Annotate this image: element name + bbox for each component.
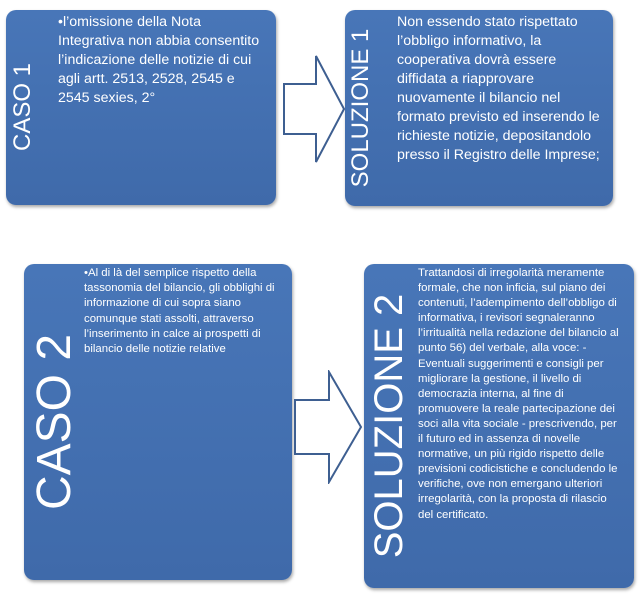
case-2-label: CASO 2 [28,333,81,511]
case-1-box [6,10,276,205]
case-2-box [24,264,292,580]
case-2-text: •Al di là del semplice rispetto della tassonomia del bilancio, gli obblighi di informazione di cui sopra siano comunque stati assolti, attraverso l’inserimento in calce ai prospetti di bilancio delle notizie relative [84,267,275,356]
case-1-text: •l’omissione della Nota Integrativa non abbia consentito l’indicazione delle notizie di cui agli artt. 2513, 2528, 2545 e 2545 sexies, 2° [58,14,260,106]
solution-1-label: SOLUZIONE 1 [347,28,374,188]
solution-1-box [345,10,613,206]
arrow-right-1 [282,54,346,164]
solution-2-box [364,264,634,588]
arrow-right-2 [293,370,363,484]
case-1-label: CASO 1 [9,62,36,152]
solution-2-label: SOLUZIONE 2 [367,293,411,559]
solution-2-text: Trattandosi di irregolarità meramente formale, che non inficia, sul piano dei contenuti, l’adempimento dell’obbligo di informativa, i revisori segnaleranno l’irritualità nella redazione del bilancio al punto 56) del verbale, alla voce: - Eventuali suggerimenti e consigli per migliorare la gestione, il livello di democrazia interna, al fine di promuovere la reale partecipazione dei soci alla vita sociale - prescrivendo, per il futuro ed in assenza di novelle normative, un più rigido rispetto delle previsioni codicistiche e concludendo le verifiche, ove non emergano ulteriori irregolarità, con la proposta di rilascio del certificato. [418,267,619,521]
solution-1-text: Non essendo stato rispettato l’obbligo informativo, la cooperativa dovrà essere diffidata a riapprovare nuovamente il bilancio nel formato previsto ed inserendo le richieste notizie, depositandolo presso il Registro delle Imprese; [397,14,600,163]
